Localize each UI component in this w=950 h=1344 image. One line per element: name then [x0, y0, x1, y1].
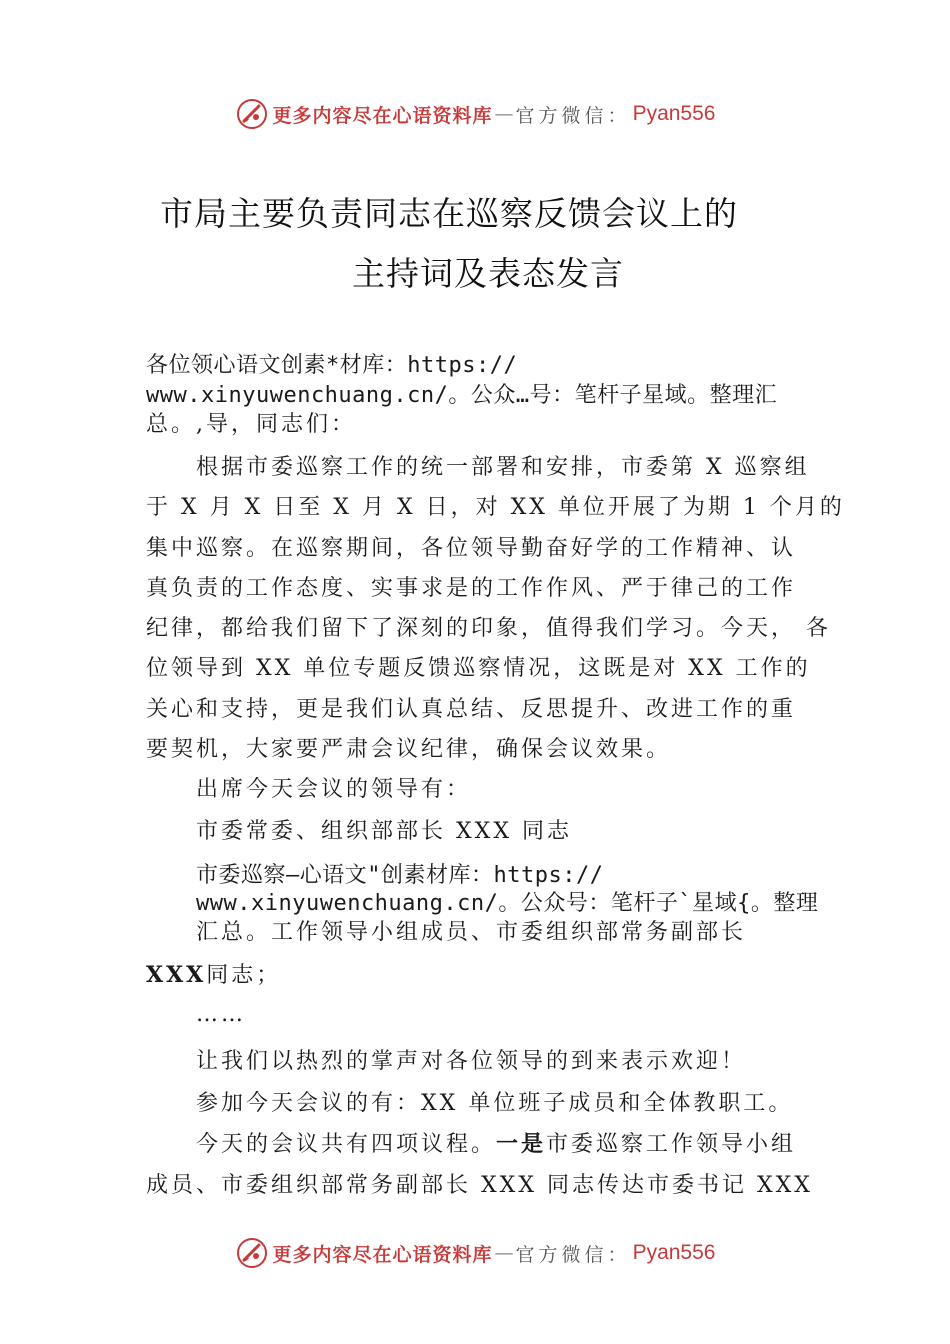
body-line-1: 各位领心语文创素*材库：https://	[146, 353, 518, 378]
body-line-19: 让我们以热烈的掌声对各位领导的到来表示欢迎！	[196, 1049, 747, 1074]
brush-logo-icon	[235, 1236, 269, 1270]
banner-dash: —	[494, 103, 514, 125]
banner-wechat-label: 官方微信：	[515, 1243, 631, 1266]
body-line-4: 根据市委巡察工作的统一部署和安排，市委第 X 巡察组	[196, 455, 810, 480]
body-line-11: 要契机，大家要严肃会议纪律，确保会议效果。	[146, 737, 672, 762]
bold-xxx: XXX	[146, 962, 207, 988]
body-line-12: 出席今天会议的领导有：	[196, 777, 472, 802]
body-line-20: 参加今天会议的有：XX 单位班子成员和全体教职工。	[196, 1091, 794, 1116]
agenda-rest: 市委巡察工作领导小组	[546, 1132, 797, 1157]
body-line-10: 关心和支持，更是我们认真总结、反思提升、改进工作的重	[146, 697, 797, 722]
body-line-17	[146, 958, 281, 989]
document-title-line1: 市局主要负责同志在巡察反馈会议上的	[160, 194, 738, 233]
body-line-6: 集中巡察。在巡察期间，各位领导勤奋好学的工作精神、认	[146, 536, 797, 561]
body-line-13: 市委常委、组织部部长 XXX 同志	[196, 819, 572, 844]
body-line-3: 总。,导，同志们：	[146, 412, 356, 437]
banner-dash: —	[494, 1242, 514, 1264]
body-line-8: 纪律，都给我们留下了深刻的印象，值得我们学习。今天， 各	[146, 616, 831, 641]
body-line-5: 于 X 月 X 日至 X 月 X 日，对 XX 单位开展了为期 1 个月的	[146, 495, 845, 520]
banner-wechat-label: 官方微信：	[515, 104, 631, 127]
footer-banner	[0, 1233, 950, 1273]
body-line-21	[196, 1127, 796, 1158]
document-title-line2: 主持词及表态发言	[352, 254, 624, 293]
agenda-bold: 一是	[496, 1131, 547, 1157]
banner-brand-text: 更多内容尽在心语资料库	[272, 1243, 493, 1266]
body-line-17-text: 同志；	[206, 963, 282, 988]
body-line-2: www.xinyuwenchuang.cn/。公众…号：笔杆子星域。整理汇	[146, 383, 778, 408]
agenda-prefix: 今天的会议共有四项议程。	[196, 1132, 497, 1157]
banner-brand-text: 更多内容尽在心语资料库	[272, 104, 493, 127]
body-line-15: www.xinyuwenchuang.cn/。公众号：笔杆子`星域{。整理	[196, 891, 819, 916]
body-line-22: 成员、市委组织部常务副部长 XXX 同志传达市委书记 XXX	[146, 1173, 813, 1198]
body-line-9: 位领导到 XX 单位专题反馈巡察情况，这既是对 XX 工作的	[146, 656, 811, 681]
body-line-16: 汇总。工作领导小组成员、市委组织部常务副部长	[196, 920, 747, 945]
banner-wechat-id: Pyan556	[632, 1241, 716, 1264]
brush-logo-icon	[235, 97, 269, 131]
body-line-14: 市委巡察—心语文"创素材库：https://	[196, 863, 604, 888]
body-line-ellipsis: ……	[196, 1002, 246, 1027]
header-banner	[0, 94, 950, 134]
banner-wechat-id: Pyan556	[632, 102, 716, 125]
body-line-7: 真负责的工作态度、实事求是的工作作风、严于律己的工作	[146, 576, 797, 601]
